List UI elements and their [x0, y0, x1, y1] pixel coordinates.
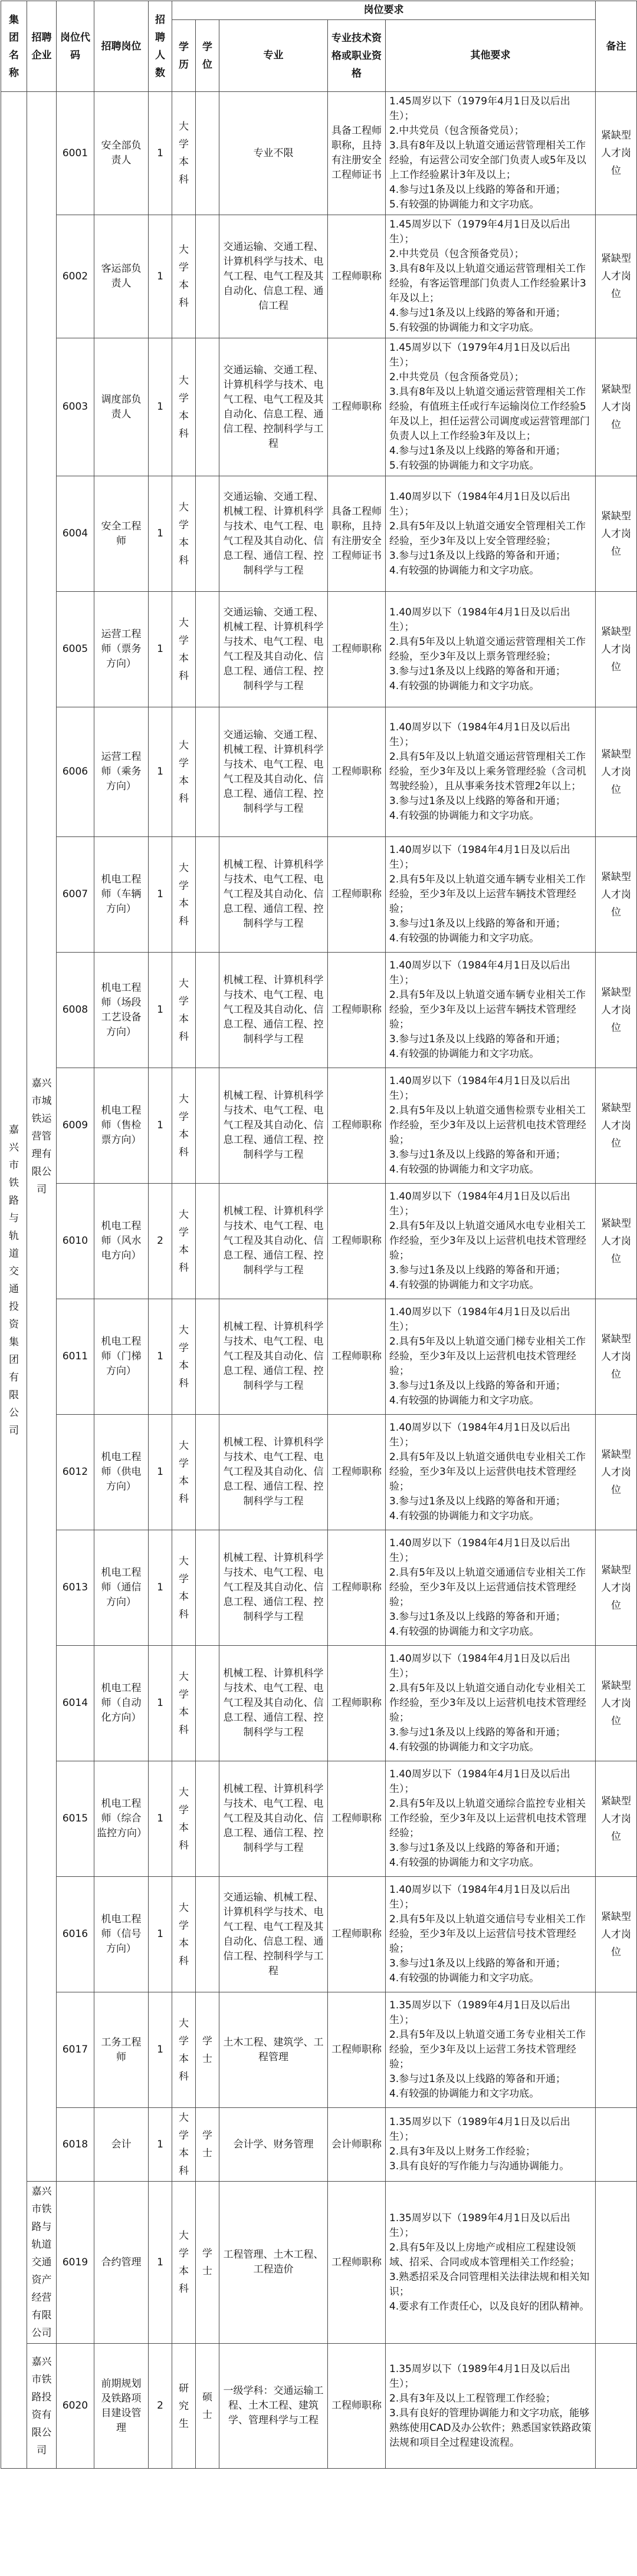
qualification-requirement: 会计师职称 [328, 2108, 386, 2182]
requirement-line: 5.有较强的协调能力和文字功底。 [389, 460, 540, 472]
requirement-line: 2.具有5年及以上轨道交通运营管理相关工作经验，至少3年及以上乘务管理经验（含司机驾驶经验），且从事乘务技术管理2年以上； [389, 751, 586, 792]
table-body [1, 92, 637, 2469]
requirement-line: 2.具有5年及以上轨道交通自动化专业相关工作经验，至少3年及以上运营机电技术管理经验； [389, 1682, 586, 1724]
other-requirements [386, 215, 596, 338]
requirement-line: 2.具有5年及以上轨道交通工务专业相关工作经验，至少3年及以上运营工务技术管理经验； [389, 2029, 586, 2070]
degree-requirement [196, 707, 219, 837]
remark-cell [596, 2108, 637, 2182]
header-group: 集团名称 [1, 1, 27, 92]
post-count: 1 [149, 1299, 172, 1415]
post-count: 1 [149, 215, 172, 338]
post-count: 1 [149, 92, 172, 215]
degree-requirement [196, 1184, 219, 1299]
post-name: 工务工程师 [94, 1992, 149, 2108]
qualification-requirement: 工程师职称 [328, 338, 386, 476]
post-name: 机电工程师（综合监控方向） [94, 1761, 149, 1877]
remark-cell: 紧缺型人才岗位 [596, 707, 637, 837]
requirement-line: 2.中共党员（包含预备党员）； [389, 248, 524, 260]
degree-requirement [196, 592, 219, 707]
table-row [1, 1646, 637, 1761]
post-count: 2 [149, 1184, 172, 1299]
requirement-line: 1.40周岁以下（1984年4月1日及以后出生）； [389, 490, 570, 518]
post-name: 机电工程师（门梯方向） [94, 1299, 149, 1415]
qualification-requirement: 工程师职称 [328, 707, 386, 837]
other-requirements [386, 707, 596, 837]
major-requirement: 会计学、财务管理 [219, 2108, 328, 2182]
company-name-cell: 嘉兴市城铁运营管理有限公司 [27, 92, 57, 2182]
post-code: 6017 [57, 1992, 94, 2108]
company-name-cell: 嘉兴市铁路投资有限公司 [27, 2344, 57, 2469]
edu-requirement: 大学本科 [172, 592, 196, 707]
degree-requirement [196, 92, 219, 215]
other-requirements [386, 1761, 596, 1877]
group-name-cell: 嘉兴市铁路与轨道交通投资集团有限公司 [1, 92, 27, 2469]
degree-requirement: 学士 [196, 1992, 219, 2108]
requirement-line: 1.45周岁以下（1979年4月1日及以后出生）； [389, 342, 570, 368]
requirement-line: 1.40周岁以下（1984年4月1日及以后出生）； [389, 1306, 570, 1333]
qualification-requirement: 工程师职称 [328, 837, 386, 953]
post-code: 6011 [57, 1299, 94, 1415]
requirement-line: 2.具有5年及以上轨道交通通信专业相关工作经验，至少3年及以上运营通信技术管理经验； [389, 1567, 586, 1608]
post-count: 1 [149, 837, 172, 953]
table-row [1, 2344, 637, 2469]
other-requirements [386, 592, 596, 707]
edu-requirement: 大学本科 [172, 476, 196, 592]
requirement-line: 3.参与过1条及以上线路的筹备和开通； [389, 1611, 566, 1623]
requirement-line: 2.具有5年及以上轨道交通安全管理相关工作经验，至少3年及以上安全管理经验； [389, 520, 586, 547]
requirement-line: 1.40周岁以下（1984年4月1日及以后出生）； [389, 1884, 570, 1910]
degree-requirement [196, 338, 219, 476]
post-count: 1 [149, 592, 172, 707]
requirement-line: 2.具有5年及以上轨道交通门梯专业相关工作经验，至少3年及以上运营机电技术管理经验； [389, 1336, 586, 1377]
qualification-requirement: 工程师职称 [328, 1299, 386, 1415]
post-code: 6009 [57, 1068, 94, 1184]
remark-cell: 紧缺型人才岗位 [596, 92, 637, 215]
degree-requirement: 学士 [196, 2108, 219, 2182]
major-requirement: 机械工程、计算机科学与技术、电气工程、电气工程及其自动化、信息工程、通信工程、控制科学与工程 [219, 1068, 328, 1184]
qualification-requirement: 工程师职称 [328, 1877, 386, 1992]
requirement-line: 3.具有良好的写作能力与沟通协调能力。 [389, 2160, 570, 2172]
post-code: 6018 [57, 2108, 94, 2182]
post-count: 1 [149, 707, 172, 837]
requirement-line: 1.40周岁以下（1984年4月1日及以后出生）； [389, 1768, 570, 1795]
requirement-line: 4.有较强的协调能力和文字功底。 [389, 564, 540, 577]
post-count: 1 [149, 1646, 172, 1761]
degree-requirement [196, 1877, 219, 1992]
requirement-line: 2.中共党员（包含预备党员）； [389, 125, 524, 137]
table-row [1, 2108, 637, 2182]
major-requirement: 机械工程、计算机科学与技术、电气工程、电气工程及其自动化、信息工程、通信工程、控制科学与工程 [219, 1530, 328, 1646]
edu-requirement: 大学本科 [172, 2182, 196, 2344]
header-requirements: 岗位要求 [172, 1, 596, 20]
post-count: 1 [149, 2108, 172, 2182]
requirement-line: 4.有较强的协调能力和文字功底。 [389, 1164, 540, 1175]
post-name: 机电工程师（场段工艺设备方向） [94, 953, 149, 1068]
degree-requirement: 硕士 [196, 2344, 219, 2469]
post-name: 机电工程师（自动化方向） [94, 1646, 149, 1761]
post-code: 6014 [57, 1646, 94, 1761]
degree-requirement [196, 1415, 219, 1530]
edu-requirement: 大学本科 [172, 1068, 196, 1184]
requirement-line: 1.35周岁以下（1989年4月1日及以后出生）； [389, 1999, 570, 2026]
remark-cell: 紧缺型人才岗位 [596, 476, 637, 592]
post-code: 6007 [57, 837, 94, 953]
qualification-requirement: 具备工程师职称，且持有注册安全工程师证书 [328, 92, 386, 215]
qualification-requirement: 具备工程师职称，且持有注册安全工程师证书 [328, 476, 386, 592]
header-count: 招聘人数 [149, 1, 172, 92]
requirement-line: 1.40周岁以下（1984年4月1日及以后出生）； [389, 844, 570, 871]
requirement-line: 3.参与过1条及以上线路的筹备和开通； [389, 665, 566, 677]
qualification-requirement: 工程师职称 [328, 1415, 386, 1530]
edu-requirement: 大学本科 [172, 707, 196, 837]
major-requirement: 一级学科：交通运输工程、土木工程、建筑学、管理科学与工程 [219, 2344, 328, 2469]
post-code: 6015 [57, 1761, 94, 1877]
post-code: 6001 [57, 92, 94, 215]
remark-cell: 紧缺型人才岗位 [596, 338, 637, 476]
post-name: 安全工程师 [94, 476, 149, 592]
qualification-requirement: 工程师职称 [328, 1646, 386, 1761]
post-code: 6006 [57, 707, 94, 837]
major-requirement: 机械工程、计算机科学与技术、电气工程、电气工程及其自动化、信息工程、通信工程、控制科学与工程 [219, 1761, 328, 1877]
edu-requirement: 大学本科 [172, 215, 196, 338]
requirement-line: 1.40周岁以下（1984年4月1日及以后出生）； [389, 606, 570, 633]
table-row [1, 837, 637, 953]
edu-requirement: 大学本科 [172, 1415, 196, 1530]
post-name: 运营工程师（票务方向） [94, 592, 149, 707]
remark-cell [596, 2344, 637, 2469]
header-degree: 学位 [196, 20, 219, 92]
requirement-line: 3.参与过1条及以上线路的筹备和开通； [389, 2073, 566, 2085]
qualification-requirement: 工程师职称 [328, 953, 386, 1068]
requirement-line: 3.具有8年及以上轨道交通运营管理相关工作经验，有值班主任或行车运输岗位工作经验5年及以上，担任运营公司调度或运营管理部门负责人以上工作经验3年及以上； [389, 386, 590, 442]
qualification-requirement: 工程师职称 [328, 1530, 386, 1646]
requirement-line: 2.中共党员（包含预备党员）； [389, 371, 524, 383]
post-count: 1 [149, 476, 172, 592]
requirement-line: 3.具有8年及以上轨道交通运营管理相关工作经验，有运营公司安全部门负责人或5年及以上工作经验累计3年及以上； [389, 140, 586, 181]
company-name-cell: 嘉兴市铁路与轨道交通资产经营有限公司 [27, 2182, 57, 2344]
requirement-line: 4.有较强的协调能力和文字功底。 [389, 1857, 540, 1869]
post-count: 1 [149, 2182, 172, 2344]
edu-requirement: 大学本科 [172, 1646, 196, 1761]
requirement-line: 4.有较强的协调能力和文字功底。 [389, 1279, 540, 1291]
requirement-line: 4.参与过1条及以上线路的筹备和开通； [389, 184, 566, 196]
requirement-line: 3.参与过1条及以上线路的筹备和开通； [389, 1149, 566, 1161]
requirement-line: 3.参与过1条及以上线路的筹备和开通； [389, 1495, 566, 1507]
requirement-line: 4.有较强的协调能力和文字功底。 [389, 2088, 540, 2100]
post-code: 6019 [57, 2182, 94, 2344]
requirement-line: 3.熟悉招采及合同管理相关法律法规和相关知识； [389, 2271, 590, 2298]
post-count: 1 [149, 1877, 172, 1992]
requirement-line: 3.具有良好的管理协调能力和文字功底，能够熟练使用CAD及办公软件；熟悉国家铁路政策法规和项目全过程建设流程。 [389, 2407, 592, 2449]
table-row [1, 1992, 637, 2108]
requirement-line: 1.40周岁以下（1984年4月1日及以后出生）； [389, 1422, 570, 1448]
requirement-line: 1.40周岁以下（1984年4月1日及以后出生）； [389, 1537, 570, 1564]
post-code: 6010 [57, 1184, 94, 1299]
requirement-line: 2.具有5年及以上轨道交通综合监控专业相关工作经验，至少3年及以上运营机电技术管理经验； [389, 1798, 586, 1839]
remark-cell [596, 1992, 637, 2108]
qualification-requirement: 工程师职称 [328, 2182, 386, 2344]
post-code: 6008 [57, 953, 94, 1068]
edu-requirement: 大学本科 [172, 92, 196, 215]
major-requirement: 土木工程、建筑学、工程管理 [219, 1992, 328, 2108]
other-requirements [386, 2182, 596, 2344]
requirement-line: 2.具有5年及以上轨道交通车辆专业相关工作经验，至少3年及以上运营车辆技术管理经验； [389, 874, 586, 915]
requirement-line: 4.参与过1条及以上线路的筹备和开通； [389, 445, 566, 457]
major-requirement: 工程管理、土木工程、工程造价 [219, 2182, 328, 2344]
other-requirements [386, 2344, 596, 2469]
edu-requirement: 大学本科 [172, 2108, 196, 2182]
requirement-line: 2.具有3年及以上工程管理工作经验； [389, 2392, 556, 2404]
degree-requirement: 学士 [196, 2182, 219, 2344]
edu-requirement: 大学本科 [172, 1530, 196, 1646]
requirement-line: 4.有较强的协调能力和文字功底。 [389, 933, 540, 944]
edu-requirement: 大学本科 [172, 1877, 196, 1992]
post-name: 合约管理 [94, 2182, 149, 2344]
requirement-line: 4.有较强的协调能力和文字功底。 [389, 1048, 540, 1060]
post-count: 1 [149, 953, 172, 1068]
major-requirement: 交通运输、交通工程、机械工程、计算机科学与技术、电气工程、电气工程及其自动化、信息工程、通信工程、控制科学与工程 [219, 476, 328, 592]
major-requirement: 交通运输、交通工程、机械工程、计算机科学与技术、电气工程、电气工程及其自动化、信息工程、通信工程、控制科学与工程 [219, 707, 328, 837]
requirement-line: 4.有较强的协调能力和文字功底。 [389, 1972, 540, 1984]
major-requirement: 交通运输、交通工程、机械工程、计算机科学与技术、电气工程、电气工程及其自动化、信息工程、通信工程、控制科学与工程 [219, 592, 328, 707]
post-name: 机电工程师（供电方向） [94, 1415, 149, 1530]
requirement-line: 2.具有5年及以上房地产或相应工程建设领域、招采、合同或成本管理相关工作经验； [389, 2241, 580, 2268]
edu-requirement: 研究生 [172, 2344, 196, 2469]
other-requirements [386, 1068, 596, 1184]
post-count: 1 [149, 1068, 172, 1184]
post-name: 前期规划及铁路项目建设管理 [94, 2344, 149, 2469]
requirement-line: 3.参与过1条及以上线路的筹备和开通； [389, 1842, 566, 1854]
degree-requirement [196, 1299, 219, 1415]
requirement-line: 4.有较强的协调能力和文字功底。 [389, 1741, 540, 1753]
remark-cell: 紧缺型人才岗位 [596, 1761, 637, 1877]
qualification-requirement: 工程师职称 [328, 592, 386, 707]
major-requirement: 机械工程、计算机科学与技术、电气工程、电气工程及其自动化、信息工程、通信工程、控制科学与工程 [219, 837, 328, 953]
remark-cell: 紧缺型人才岗位 [596, 1415, 637, 1530]
post-code: 6013 [57, 1530, 94, 1646]
requirement-line: 3.参与过1条及以上线路的筹备和开通； [389, 1264, 566, 1276]
post-name: 机电工程师（通信方向） [94, 1530, 149, 1646]
post-count: 1 [149, 1761, 172, 1877]
requirement-line: 2.具有5年及以上轨道交通信号专业相关工作经验，至少3年及以上运营信号技术管理经验； [389, 1913, 586, 1955]
requirement-line: 1.35周岁以下（1989年4月1日及以后出生）； [389, 2363, 570, 2390]
requirement-line: 4.有较强的协调能力和文字功底。 [389, 680, 540, 692]
other-requirements [386, 476, 596, 592]
degree-requirement [196, 1646, 219, 1761]
requirement-line: 1.40周岁以下（1984年4月1日及以后出生）； [389, 1075, 570, 1102]
remark-cell: 紧缺型人才岗位 [596, 592, 637, 707]
major-requirement: 专业不限 [219, 92, 328, 215]
post-name: 机电工程师（信号方向） [94, 1877, 149, 1992]
edu-requirement: 大学本科 [172, 1184, 196, 1299]
other-requirements [386, 338, 596, 476]
requirement-line: 1.40周岁以下（1984年4月1日及以后出生）； [389, 1653, 570, 1679]
edu-requirement: 大学本科 [172, 1761, 196, 1877]
remark-cell: 紧缺型人才岗位 [596, 215, 637, 338]
post-name: 调度部负责人 [94, 338, 149, 476]
post-code: 6004 [57, 476, 94, 592]
qualification-requirement: 工程师职称 [328, 1068, 386, 1184]
header-remark: 备注 [596, 1, 637, 92]
other-requirements [386, 1184, 596, 1299]
remark-cell: 紧缺型人才岗位 [596, 953, 637, 1068]
table-row [1, 592, 637, 707]
major-requirement: 机械工程、计算机科学与技术、电气工程、电气工程及其自动化、信息工程、通信工程、控制科学与工程 [219, 1415, 328, 1530]
requirement-line: 3.具有8年及以上轨道交通运营管理相关工作经验，有客运管理部门负责人工作经验累计3年及以上； [389, 263, 586, 304]
other-requirements [386, 92, 596, 215]
table-row [1, 1877, 637, 1992]
post-name: 客运部负责人 [94, 215, 149, 338]
degree-requirement [196, 1761, 219, 1877]
remark-cell: 紧缺型人才岗位 [596, 837, 637, 953]
major-requirement: 机械工程、计算机科学与技术、电气工程、电气工程及其自动化、信息工程、通信工程、控制科学与工程 [219, 1299, 328, 1415]
qualification-requirement: 工程师职称 [328, 1992, 386, 2108]
requirement-line: 3.参与过1条及以上线路的筹备和开通； [389, 918, 566, 930]
header-post: 招聘岗位 [94, 1, 149, 92]
header-other: 其他要求 [386, 20, 596, 92]
requirement-line: 3.参与过1条及以上线路的筹备和开通； [389, 1033, 566, 1045]
header-company: 招聘企业 [27, 1, 57, 92]
major-requirement: 交通运输、机械工程、计算机科学与技术、电气工程、电气工程及其自动化、信息工程、通信工程、控制科学与工程 [219, 1877, 328, 1992]
requirement-line: 4.有较强的协调能力和文字功底。 [389, 810, 540, 822]
requirement-line: 4.有较强的协调能力和文字功底。 [389, 1510, 540, 1522]
requirement-line: 4.要求有工作责任心，以及良好的团队精神。 [389, 2300, 590, 2313]
requirement-line: 3.参与过1条及以上线路的筹备和开通； [389, 795, 566, 807]
qualification-requirement: 工程师职称 [328, 1184, 386, 1299]
requirement-line: 1.35周岁以下（1989年4月1日及以后出生）； [389, 2212, 570, 2239]
remark-cell: 紧缺型人才岗位 [596, 1184, 637, 1299]
header-edu: 学历 [172, 20, 196, 92]
table-row [1, 1068, 637, 1184]
requirement-line: 2.具有3年及以上财务工作经验； [389, 2146, 536, 2157]
requirement-line: 1.40周岁以下（1984年4月1日及以后出生）； [389, 1191, 570, 1217]
qualification-requirement: 工程师职称 [328, 2344, 386, 2469]
requirement-line: 4.有较强的协调能力和文字功底。 [389, 1626, 540, 1638]
post-code: 6012 [57, 1415, 94, 1530]
post-code: 6016 [57, 1877, 94, 1992]
requirement-line: 3.参与过1条及以上线路的筹备和开通； [389, 1958, 566, 1969]
requirement-line: 4.有较强的协调能力和文字功底。 [389, 1395, 540, 1406]
table-row [1, 1184, 637, 1299]
table-row [1, 953, 637, 1068]
post-name: 运营工程师（乘务方向） [94, 707, 149, 837]
requirement-line: 2.具有5年及以上轨道交通运营管理相关工作经验，至少3年及以上票务管理经验； [389, 635, 586, 663]
requirement-line: 1.40周岁以下（1984年4月1日及以后出生）； [389, 722, 570, 748]
table-row [1, 1299, 637, 1415]
requirement-line: 2.具有5年及以上轨道交通风水电专业相关工作经验，至少3年及以上运营机电技术管理经验； [389, 1220, 586, 1261]
post-name: 机电工程师（售检票方向） [94, 1068, 149, 1184]
requirement-line: 2.具有5年及以上轨道交通供电专业相关工作经验，至少3年及以上运营供电技术管理经验； [389, 1451, 586, 1493]
remark-cell [596, 2182, 637, 2344]
other-requirements [386, 1415, 596, 1530]
qualification-requirement: 工程师职称 [328, 215, 386, 338]
remark-cell: 紧缺型人才岗位 [596, 1877, 637, 1992]
requirement-line: 5.有较强的协调能力和文字功底。 [389, 322, 540, 334]
other-requirements [386, 1530, 596, 1646]
other-requirements [386, 1992, 596, 2108]
requirement-line: 3.参与过1条及以上线路的筹备和开通； [389, 1380, 566, 1392]
edu-requirement: 大学本科 [172, 338, 196, 476]
table-row [1, 2182, 637, 2344]
table-row [1, 92, 637, 215]
post-code: 6002 [57, 215, 94, 338]
edu-requirement: 大学本科 [172, 837, 196, 953]
degree-requirement [196, 1530, 219, 1646]
requirement-line: 4.参与过1条及以上线路的筹备和开通； [389, 307, 566, 319]
table-row [1, 707, 637, 837]
other-requirements [386, 953, 596, 1068]
table-row [1, 215, 637, 338]
remark-cell: 紧缺型人才岗位 [596, 1530, 637, 1646]
post-count: 1 [149, 1992, 172, 2108]
major-requirement: 交通运输、交通工程、计算机科学与技术、电气工程、电气工程及其自动化、信息工程、通信工程、控制科学与工程 [219, 338, 328, 476]
requirement-line: 2.具有5年及以上轨道交通售检票专业相关工作经验，至少3年及以上运营机电技术管理经验； [389, 1105, 586, 1146]
edu-requirement: 大学本科 [172, 953, 196, 1068]
post-name: 安全部负责人 [94, 92, 149, 215]
recruitment-table [1, 1, 637, 2469]
table-row [1, 338, 637, 476]
table-row [1, 1415, 637, 1530]
degree-requirement [196, 1068, 219, 1184]
post-count: 1 [149, 1530, 172, 1646]
post-code: 6003 [57, 338, 94, 476]
post-count: 1 [149, 338, 172, 476]
degree-requirement [196, 837, 219, 953]
requirement-line: 2.具有5年及以上轨道交通车辆专业相关工作经验，至少3年及以上运营车辆技术管理经验； [389, 989, 586, 1030]
header-code: 岗位代码 [57, 1, 94, 92]
degree-requirement [196, 476, 219, 592]
remark-cell: 紧缺型人才岗位 [596, 1646, 637, 1761]
header-qual: 专业技术资格或职业资格 [328, 20, 386, 92]
other-requirements [386, 1646, 596, 1761]
requirement-line: 1.45周岁以下（1979年4月1日及以后出生）； [389, 95, 570, 122]
qualification-requirement: 工程师职称 [328, 1761, 386, 1877]
degree-requirement [196, 953, 219, 1068]
requirement-line: 5.有较强的协调能力和文字功底。 [389, 199, 540, 210]
major-requirement: 交通运输、交通工程、计算机科学与技术、电气工程、电气工程及其自动化、信息工程、通信工程 [219, 215, 328, 338]
major-requirement: 机械工程、计算机科学与技术、电气工程、电气工程及其自动化、信息工程、通信工程、控制科学与工程 [219, 953, 328, 1068]
post-name: 机电工程师（风水电方向） [94, 1184, 149, 1299]
header-major: 专业 [219, 20, 328, 92]
requirement-line: 1.35周岁以下（1989年4月1日及以后出生）； [389, 2116, 570, 2143]
post-name: 会计 [94, 2108, 149, 2182]
major-requirement: 机械工程、计算机科学与技术、电气工程、电气工程及其自动化、信息工程、通信工程、控制科学与工程 [219, 1184, 328, 1299]
table-row [1, 1530, 637, 1646]
requirement-line: 1.40周岁以下（1984年4月1日及以后出生）； [389, 960, 570, 986]
remark-cell: 紧缺型人才岗位 [596, 1299, 637, 1415]
post-code: 6005 [57, 592, 94, 707]
other-requirements [386, 2108, 596, 2182]
requirement-line: 1.45周岁以下（1979年4月1日及以后出生）； [389, 219, 570, 245]
edu-requirement: 大学本科 [172, 1992, 196, 2108]
requirement-line: 3.参与过1条及以上线路的筹备和开通； [389, 1727, 566, 1738]
post-count: 1 [149, 1415, 172, 1530]
edu-requirement: 大学本科 [172, 1299, 196, 1415]
table-row [1, 1761, 637, 1877]
other-requirements [386, 837, 596, 953]
remark-cell: 紧缺型人才岗位 [596, 1068, 637, 1184]
other-requirements [386, 1299, 596, 1415]
degree-requirement [196, 215, 219, 338]
post-code: 6020 [57, 2344, 94, 2469]
table-row [1, 476, 637, 592]
requirement-line: 3.参与过1条及以上线路的筹备和开通； [389, 549, 566, 562]
post-name: 机电工程师（车辆方向） [94, 837, 149, 953]
other-requirements [386, 1877, 596, 1992]
post-count: 2 [149, 2344, 172, 2469]
major-requirement: 机械工程、计算机科学与技术、电气工程、电气工程及其自动化、信息工程、通信工程、控制科学与工程 [219, 1646, 328, 1761]
